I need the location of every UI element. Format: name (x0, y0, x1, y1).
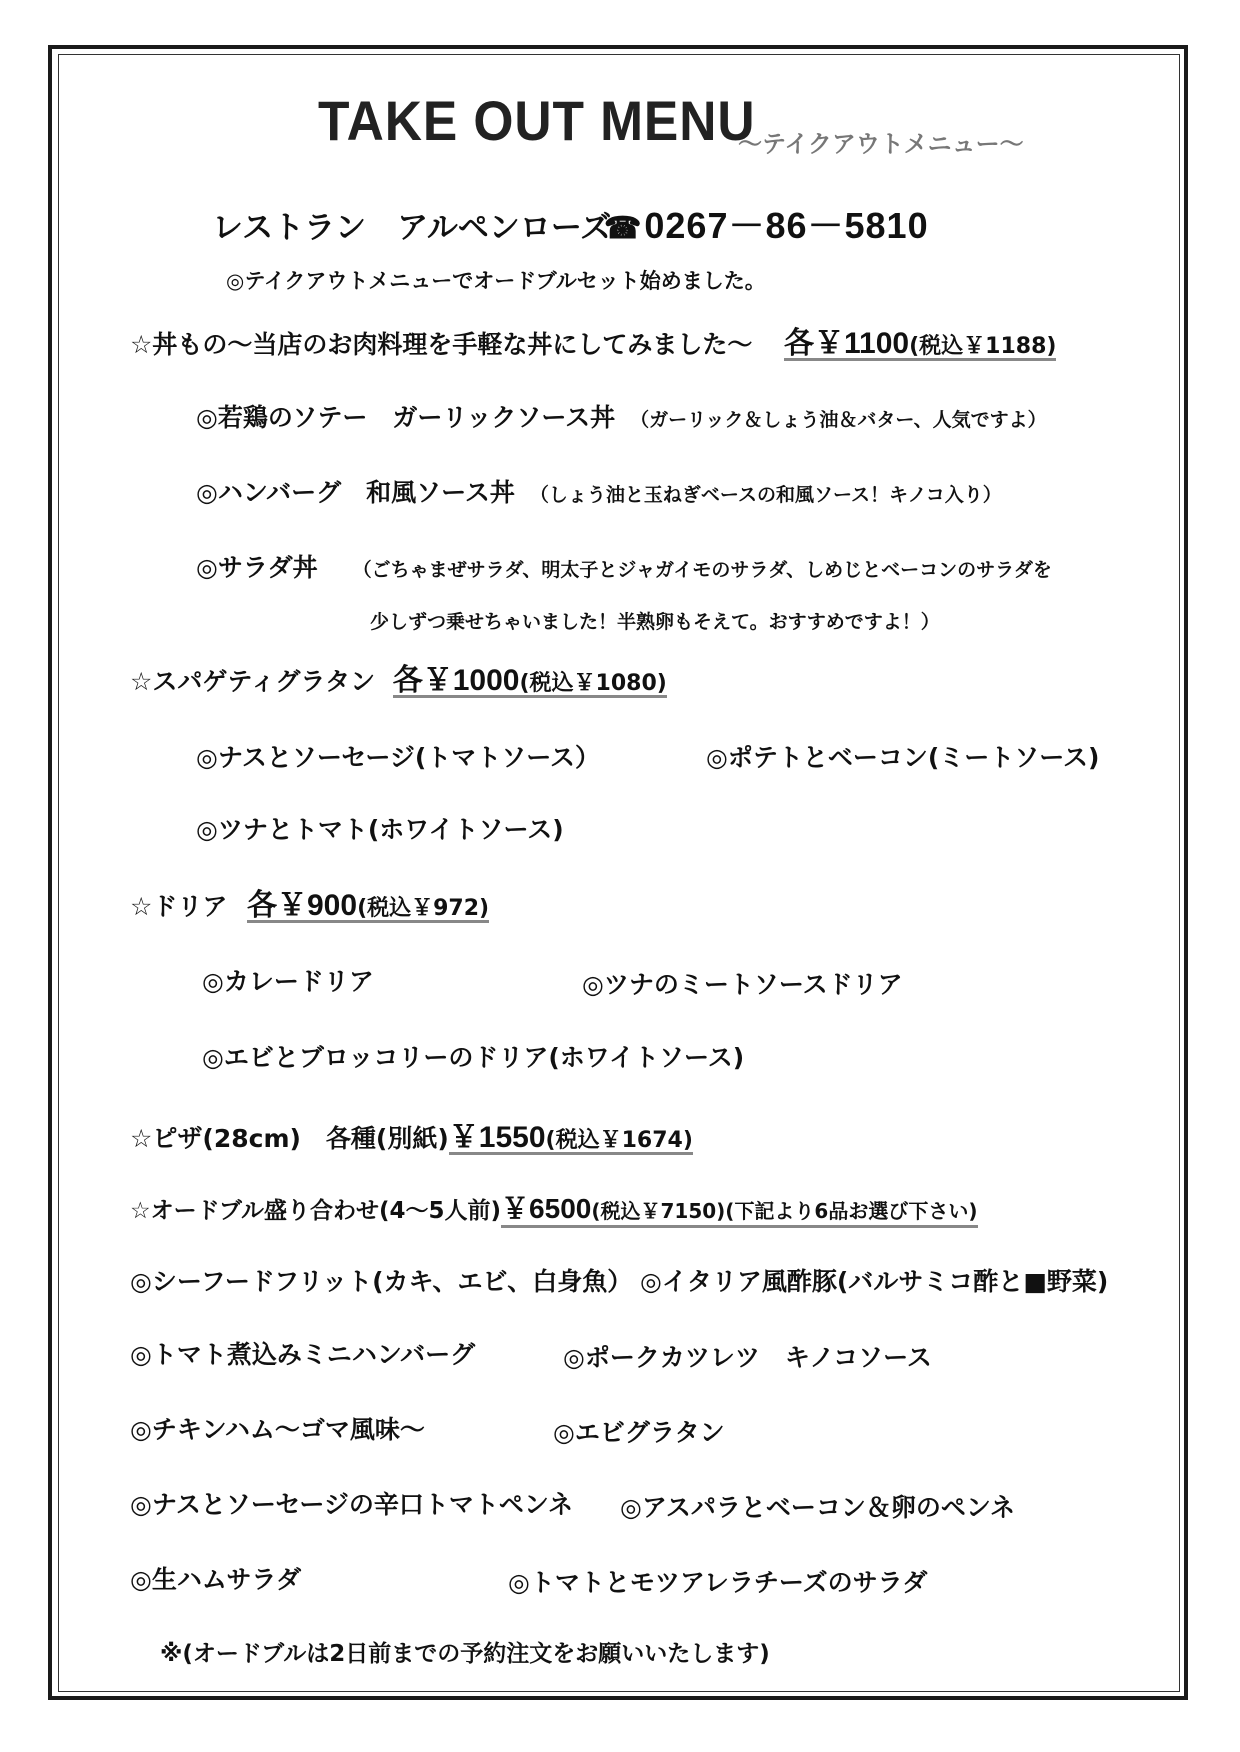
item-name: ◎若鶏のソテー ガーリックソース丼 (196, 403, 616, 432)
phone-icon: ☎ (604, 212, 643, 245)
menu-item: ◎エビグラタン (553, 1418, 725, 1447)
doria-tax: (税込￥972) (357, 896, 490, 921)
item-note: （しょう油と玉ねぎベースの和風ソース！キノコ入り） (529, 484, 1002, 506)
section-spaghetti-heading (130, 655, 667, 699)
phone-number: 0267－86－5810 (644, 205, 929, 246)
section-pizza-heading (130, 1112, 693, 1156)
menu-item: ◎エビとブロッコリーのドリア(ホワイトソース) (202, 1043, 745, 1072)
hors-doeuvre-tax: (税込￥7150) (591, 1199, 726, 1223)
pizza-price-group (448, 1121, 693, 1155)
hors-doeuvre-instruction: (下記より6品お選び下さい) (725, 1199, 978, 1223)
footer-note: ※(オードブルは2日前までの予約注文をお願いいたします) (160, 1641, 770, 1667)
pizza-tax: (税込￥1674) (545, 1128, 693, 1153)
menu-item (196, 548, 1052, 584)
phone-number-block (604, 198, 929, 249)
item-name: ◎サラダ丼 (196, 553, 318, 582)
notice-text: ◎テイクアウトメニューでオードブルセット始めました。 (226, 269, 766, 293)
item-note-continued: 少しずつ乗せちゃいました！半熟卵もそえて。おすすめですよ！） (370, 611, 940, 633)
hors-doeuvre-heading: ☆オードブル盛り合わせ(4～5人前) (130, 1198, 502, 1224)
donburi-price-group (784, 327, 1057, 361)
menu-item: ◎ポテトとベーコン(ミートソース) (706, 743, 1100, 772)
menu-title: TAKE OUT MENU (318, 89, 756, 152)
menu-item: ◎トマトとモツアレラチーズのサラダ (508, 1568, 928, 1597)
spaghetti-price: 各￥1000 (392, 664, 520, 697)
menu-item: ◎イタリア風酢豚(バルサミコ酢と■野菜) (640, 1267, 1109, 1296)
menu-item: ◎チキンハム～ゴマ風味～ (130, 1415, 425, 1444)
menu-item (196, 473, 1002, 509)
pizza-heading: ☆ピザ(28cm) 各種(別紙) (130, 1124, 449, 1153)
item-note: （ガーリック＆しょう油＆バター、人気ですよ） (630, 409, 1047, 431)
section-donburi-heading (130, 318, 1056, 362)
menu-item: ◎ツナとトマト(ホワイトソース) (196, 815, 564, 844)
spaghetti-heading: ☆スパゲティグラタン (130, 667, 376, 696)
donburi-tax: (税込￥1188) (909, 334, 1057, 359)
section-hors-doeuvre-heading (130, 1187, 978, 1227)
menu-item: ◎カレードリア (202, 967, 374, 996)
pizza-price: ￥1550 (448, 1121, 546, 1154)
donburi-heading: ☆丼もの～当店のお肉料理を手軽な丼にしてみました～ (130, 330, 753, 359)
item-note: （ごちゃまぜサラダ、明太子とジャガイモのサラダ、しめじとベーコンのサラダを (352, 559, 1052, 581)
menu-item: ◎ツナのミートソースドリア (582, 970, 903, 999)
spaghetti-tax: (税込￥1080) (519, 671, 667, 696)
menu-item: ◎シーフードフリット(カキ、エビ、白身魚） (130, 1267, 633, 1296)
menu-item: ◎トマト煮込みミニハンバーグ (130, 1340, 476, 1369)
doria-heading: ☆ドリア (130, 892, 228, 921)
menu-item: ◎ポークカツレツ キノコソース (563, 1343, 932, 1372)
menu-subtitle: ～テイクアウトメニュー～ (738, 130, 1024, 158)
menu-item (196, 398, 1047, 434)
section-doria-heading (130, 880, 489, 924)
doria-price-group (247, 889, 490, 923)
menu-item: ◎ナスとソーセージ(トマトソース） (196, 743, 600, 772)
hors-doeuvre-price: ￥6500 (501, 1193, 592, 1224)
hors-doeuvre-price-group (501, 1193, 978, 1228)
spaghetti-price-group (392, 664, 667, 698)
item-name: ◎ハンバーグ 和風ソース丼 (196, 478, 515, 507)
restaurant-name: レストラン アルペンローズ (212, 210, 612, 246)
menu-item: ◎アスパラとベーコン＆卵のペンネ (620, 1493, 1016, 1522)
doria-price: 各￥900 (247, 889, 358, 922)
menu-item: ◎ナスとソーセージの辛口トマトペンネ (130, 1490, 574, 1519)
menu-item: ◎生ハムサラダ (130, 1565, 302, 1594)
donburi-price: 各￥1100 (784, 327, 910, 360)
